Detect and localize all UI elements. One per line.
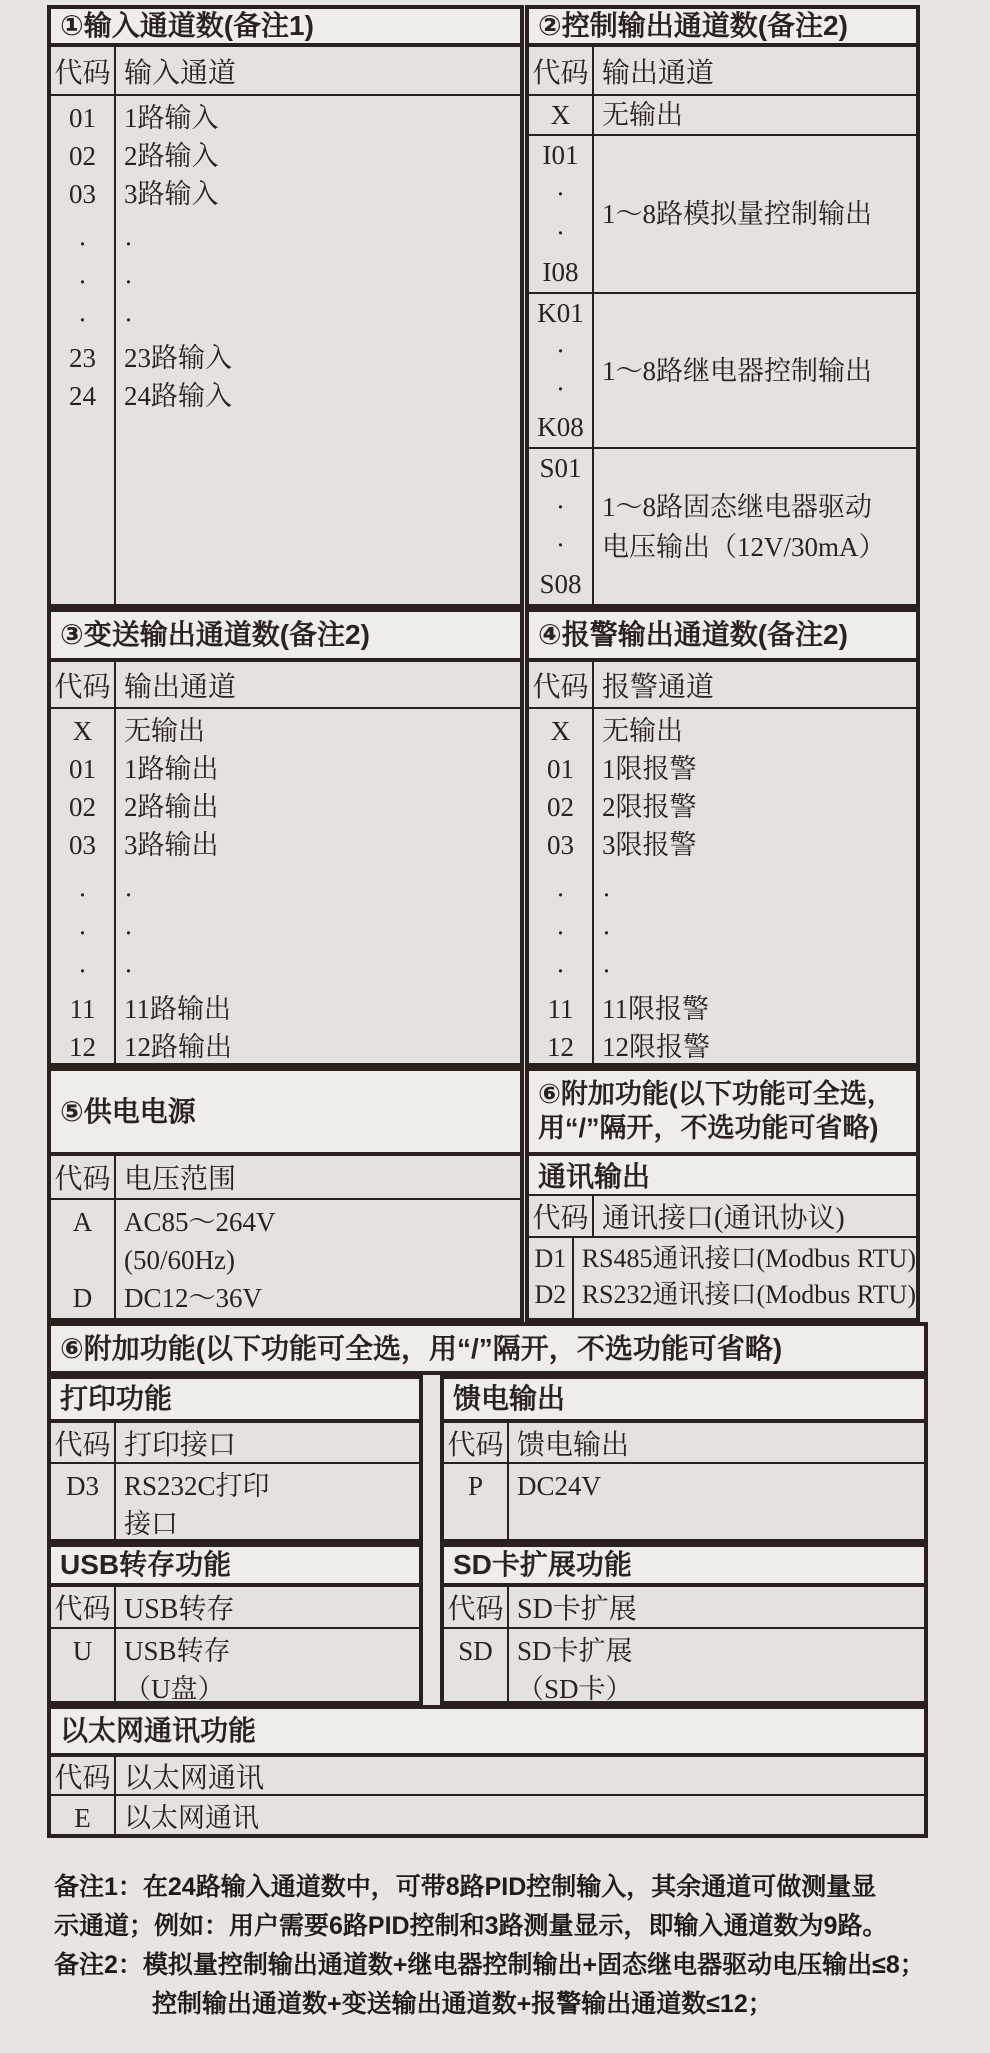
section-ethernet-function <box>47 1705 928 1838</box>
usb-subheader: USB转存功能 <box>51 1547 419 1587</box>
desc-column <box>116 1629 419 1701</box>
desc-column-header: 输出通道 <box>124 671 237 703</box>
code-cell: 03 <box>547 830 574 860</box>
desc-cell <box>594 449 916 604</box>
code-cell: 03 <box>69 830 96 860</box>
desc-cell: 24路输入 <box>124 381 232 411</box>
feed-subheader: 馈电输出 <box>444 1379 924 1423</box>
desc-column-header: 输入通道 <box>124 57 237 89</box>
row-sections-1-2 <box>47 5 928 608</box>
column-header-row <box>529 47 916 96</box>
table-body <box>529 1238 916 1318</box>
desc-line: 电压输出（12V/30mA） <box>602 531 886 562</box>
code-cell: 02 <box>69 792 96 822</box>
tables-area <box>47 5 928 1838</box>
section-print-function <box>47 1375 423 1543</box>
code-cell <box>529 449 594 604</box>
table-body <box>51 1796 924 1834</box>
ethernet-subheader: 以太网通讯功能 <box>51 1709 924 1757</box>
code-cell: 01 <box>69 103 96 133</box>
code-cell: 02 <box>69 141 96 171</box>
ellipsis-dot: · <box>556 880 565 910</box>
code-cell: 01 <box>69 754 96 784</box>
desc-cell: 接口 <box>124 1509 178 1539</box>
desc-cell: DC24V <box>517 1471 602 1501</box>
desc-column-header: 打印接口 <box>124 1429 237 1461</box>
title-line: 用“/”隔开，不选功能可省略) <box>538 1112 879 1143</box>
row-usb-sd <box>47 1543 928 1705</box>
row-sections-5-6 <box>47 1067 928 1322</box>
row-ethernet <box>47 1705 928 1838</box>
ellipsis-dot: · <box>556 530 565 561</box>
desc-cell: 12限报警 <box>602 1032 710 1062</box>
code-column <box>529 709 594 1063</box>
desc-column-header: 通讯接口(通讯协议) <box>602 1203 845 1234</box>
desc-cell: 23路输入 <box>124 343 232 373</box>
desc-cell: USB转存 <box>124 1636 231 1666</box>
desc-column-header: 以太网通讯 <box>124 1762 265 1794</box>
code-column-header: 代码 <box>529 662 594 707</box>
ellipsis-dot: · <box>556 918 565 948</box>
sd-subheader: SD卡扩展功能 <box>444 1547 924 1587</box>
footnote-line: 控制输出通道数+变送输出通道数+报警输出通道数≤12； <box>152 1990 773 2018</box>
title-line: ⑥附加功能(以下功能可全选， <box>538 1078 894 1109</box>
section-additional-functions-full <box>47 1322 928 1375</box>
ellipsis-dot: · <box>78 267 87 297</box>
ellipsis-dot: · <box>602 956 611 986</box>
section-2-title: ②控制输出通道数(备注2) <box>529 9 916 47</box>
ellipsis-dot: · <box>124 918 133 948</box>
code-column <box>529 1238 574 1318</box>
ellipsis-dot: · <box>556 218 565 248</box>
ellipsis-dot: · <box>78 880 87 910</box>
desc-cell: 2路输出 <box>124 792 219 822</box>
desc-column-header: 输出通道 <box>602 57 715 89</box>
desc-cell: 1限报警 <box>602 754 697 784</box>
code-cell: X <box>550 716 571 746</box>
table-body <box>51 709 520 1063</box>
code-column <box>444 1464 509 1539</box>
section-3-title: ③变送输出通道数(备注2) <box>51 612 520 662</box>
ellipsis-dot: · <box>124 880 133 910</box>
desc-cell: 2限报警 <box>602 792 697 822</box>
code-cell: D <box>72 1283 93 1313</box>
section-input-channels <box>47 5 524 608</box>
code-column-header: 代码 <box>51 1156 116 1198</box>
code-column-header: 代码 <box>51 47 116 94</box>
desc-column <box>116 1200 520 1318</box>
section-power-supply <box>47 1067 524 1322</box>
column-header-row <box>51 1757 924 1796</box>
column-header-row <box>51 662 520 709</box>
code-column <box>51 1629 116 1701</box>
desc-cell: RS485通讯接口(Modbus RTU) <box>581 1244 916 1273</box>
desc-cell <box>594 294 916 447</box>
code-column <box>51 1796 116 1834</box>
desc-column-header: 报警通道 <box>602 671 715 703</box>
ellipsis-dot: · <box>124 305 133 335</box>
code-column-header: 代码 <box>444 1423 509 1462</box>
desc-cell: DC12～36V <box>124 1283 263 1313</box>
ellipsis-dot: · <box>78 305 87 335</box>
table-body <box>444 1629 924 1701</box>
code-cell: 23 <box>69 343 96 373</box>
section-alarm-output-channels <box>525 608 920 1067</box>
section-feed-output <box>440 1375 928 1543</box>
desc-cell: 无输出 <box>602 100 683 130</box>
ellipsis-dot: · <box>602 880 611 910</box>
desc-column-header: 电压范围 <box>124 1164 237 1195</box>
code-column <box>51 709 116 1063</box>
section-additional-functions-side <box>525 1067 920 1322</box>
desc-cell: SD卡扩展 <box>517 1636 633 1666</box>
ellipsis-dot: · <box>124 229 133 259</box>
desc-cell <box>594 136 916 292</box>
code-column <box>51 1200 116 1318</box>
code-column <box>444 1629 509 1701</box>
code-column <box>51 1464 116 1539</box>
desc-column <box>116 1796 924 1834</box>
section-5-title: ⑤供电电源 <box>51 1071 520 1156</box>
table-row <box>529 96 916 136</box>
footnote-line: 备注1：在24路输入通道数中，可带8路PID控制输入，其余通道可做测量显 <box>54 1873 877 1901</box>
print-subheader: 打印功能 <box>51 1379 419 1423</box>
ellipsis-dot: · <box>556 336 565 366</box>
code-cell: 01 <box>547 754 574 784</box>
code-cell: 02 <box>547 792 574 822</box>
code-cell: D3 <box>66 1471 99 1501</box>
column-header-row <box>444 1423 924 1464</box>
desc-column <box>594 709 916 1063</box>
desc-cell: 无输出 <box>124 716 205 746</box>
code-column <box>51 96 116 604</box>
ellipsis-dot: · <box>602 918 611 948</box>
footnotes <box>54 1868 966 2024</box>
code-cell: P <box>467 1471 484 1501</box>
code-cell: D2 <box>534 1280 567 1309</box>
code-column-header: 代码 <box>51 1757 116 1794</box>
code-value: K01 <box>537 298 584 328</box>
table-body <box>529 96 916 604</box>
row-section-6-header <box>47 1322 928 1375</box>
column-header-row <box>51 1156 520 1200</box>
table-body <box>444 1464 924 1539</box>
desc-cell: 11路输出 <box>124 994 231 1024</box>
comm-output-subheader: 通讯输出 <box>529 1156 916 1196</box>
code-column-header: 代码 <box>51 1587 116 1627</box>
desc-cell: 11限报警 <box>602 994 709 1024</box>
column-header-row <box>444 1587 924 1629</box>
code-cell: X <box>72 716 93 746</box>
desc-cell: （SD卡） <box>517 1674 633 1701</box>
desc-column <box>116 1464 419 1539</box>
code-value: S08 <box>539 568 582 599</box>
ellipsis-dot: · <box>556 374 565 404</box>
table-row <box>529 136 916 294</box>
desc-cell: AC85～264V <box>124 1207 276 1237</box>
ellipsis-dot: · <box>556 491 565 522</box>
code-value: I01 <box>542 140 579 170</box>
desc-cell: 3限报警 <box>602 830 697 860</box>
desc-line: 1～8路固态继电器驱动 <box>602 491 872 522</box>
code-cell: 12 <box>547 1032 574 1062</box>
desc-column-header: USB转存 <box>124 1594 235 1625</box>
desc-column <box>574 1238 916 1318</box>
table-row <box>529 449 916 604</box>
desc-cell: 1路输入 <box>124 103 219 133</box>
column-header-row <box>529 1196 916 1238</box>
code-cell: E <box>74 1803 91 1833</box>
table-body <box>51 1629 419 1701</box>
code-cell <box>529 136 594 292</box>
desc-cell: RS232通讯接口(Modbus RTU) <box>581 1280 916 1309</box>
code-cell: A <box>72 1207 93 1237</box>
ellipsis-dot: · <box>78 229 87 259</box>
table-body <box>51 1200 520 1318</box>
code-cell: D1 <box>534 1244 567 1273</box>
ellipsis-dot: · <box>124 956 133 986</box>
column-header-row <box>51 1423 419 1464</box>
code-value: K08 <box>537 412 584 442</box>
table-row <box>529 294 916 449</box>
table-body <box>51 1464 419 1539</box>
row-sections-3-4 <box>47 608 928 1067</box>
ellipsis-dot: · <box>78 956 87 986</box>
code-cell: 24 <box>69 381 96 411</box>
desc-column <box>116 709 520 1063</box>
desc-line: 1～8路模拟量控制输出 <box>602 199 872 229</box>
table-body <box>51 96 520 604</box>
footnote-line: 备注2：模拟量控制输出通道数+继电器控制输出+固态继电器驱动电压输出≤8； <box>54 1951 925 1979</box>
code-value: I08 <box>542 257 579 287</box>
code-column-header: 代码 <box>529 47 594 94</box>
ellipsis-dot: · <box>556 956 565 986</box>
section-1-title: ①输入通道数(备注1) <box>51 9 520 47</box>
column-header-row <box>529 662 916 709</box>
ellipsis-dot: · <box>124 267 133 297</box>
desc-cell: 以太网通讯 <box>124 1803 259 1833</box>
desc-cell: 12路输出 <box>124 1032 232 1062</box>
code-column-header: 代码 <box>529 1196 594 1236</box>
code-value: S01 <box>539 453 582 483</box>
code-column-header: 代码 <box>51 662 116 707</box>
column-header-row <box>51 47 520 96</box>
ellipsis-dot: · <box>556 179 565 209</box>
desc-cell: 2路输入 <box>124 141 219 171</box>
desc-line: 1～8路继电器控制输出 <box>602 355 872 386</box>
section-6-title <box>529 1071 916 1156</box>
code-cell: SD <box>458 1636 493 1666</box>
desc-column <box>509 1464 924 1539</box>
desc-cell: 无输出 <box>602 716 683 746</box>
desc-cell: 3路输出 <box>124 830 219 860</box>
section-transmit-output-channels <box>47 608 524 1067</box>
section-sd-function <box>440 1543 928 1705</box>
desc-cell: RS232C打印 <box>124 1471 270 1501</box>
footnote-line: 示通道；例如：用户需要6路PID控制和3路测量显示，即输入通道数为9路。 <box>54 1912 888 1940</box>
code-cell: 12 <box>69 1032 96 1062</box>
section-control-output-channels <box>525 5 920 608</box>
ellipsis-dot: · <box>78 918 87 948</box>
desc-column <box>509 1629 924 1701</box>
code-cell: 03 <box>69 179 96 209</box>
column-header-row <box>51 1587 419 1629</box>
desc-column-header: SD卡扩展 <box>517 1594 637 1625</box>
code-column-header: 代码 <box>51 1423 116 1462</box>
desc-column <box>116 96 520 604</box>
desc-cell: (50/60Hz) <box>124 1245 235 1275</box>
code-cell <box>529 294 594 447</box>
row-print-feed <box>47 1375 928 1543</box>
desc-column-header: 馈电输出 <box>517 1429 630 1461</box>
desc-cell: 3路输入 <box>124 179 219 209</box>
desc-cell: （U盘） <box>124 1674 225 1701</box>
code-cell: U <box>72 1636 93 1666</box>
table-body <box>529 709 916 1063</box>
code-cell: 11 <box>69 994 96 1024</box>
code-cell: 11 <box>547 994 574 1024</box>
code-cell: X <box>529 96 594 134</box>
section-4-title: ④报警输出通道数(备注2) <box>529 612 916 662</box>
code-column-header: 代码 <box>444 1587 509 1627</box>
section-usb-function <box>47 1543 423 1705</box>
desc-cell: 1路输出 <box>124 754 219 784</box>
section-6-full-title: ⑥附加功能(以下功能可全选，用“/”隔开，不选功能可省略) <box>51 1326 924 1371</box>
